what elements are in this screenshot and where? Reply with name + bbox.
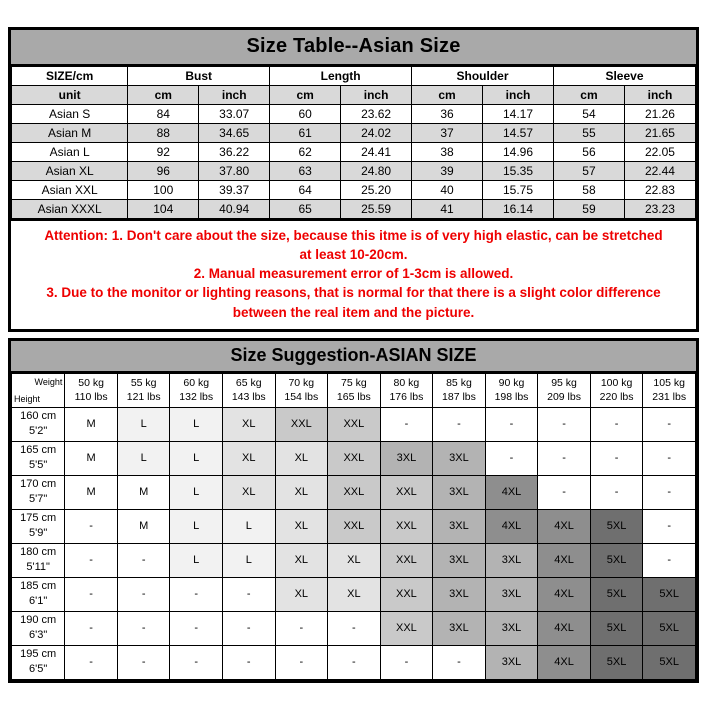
size-table-body <box>12 105 696 219</box>
size-table-row <box>12 200 696 219</box>
size-label-cell: Asian M <box>12 124 128 143</box>
weight-header-cell: 85 kg 187 lbs <box>433 373 486 407</box>
measurement-cell: 61 <box>270 124 341 143</box>
suggested-size-cell: - <box>222 645 275 679</box>
suggested-size-cell: XXL <box>380 509 433 543</box>
suggested-size-cell: - <box>117 645 170 679</box>
measurement-cell: 54 <box>553 105 624 124</box>
measurement-cell: 40.94 <box>199 200 270 219</box>
measurement-cell: 23.62 <box>341 105 412 124</box>
suggested-size-cell: XXL <box>328 407 381 441</box>
size-suggestion-title: Size Suggestion-ASIAN SIZE <box>11 341 696 373</box>
measurement-cell: 59 <box>553 200 624 219</box>
suggested-size-cell: - <box>65 509 118 543</box>
suggestion-row <box>12 509 696 543</box>
suggested-size-cell: 3XL <box>485 611 538 645</box>
measurement-cell: 84 <box>128 105 199 124</box>
suggested-size-cell: 3XL <box>485 577 538 611</box>
suggested-size-cell: 5XL <box>590 543 643 577</box>
suggested-size-cell: XL <box>275 441 328 475</box>
size-table-title: Size Table--Asian Size <box>11 30 696 66</box>
suggested-size-cell: L <box>117 407 170 441</box>
suggested-size-cell: - <box>275 645 328 679</box>
measurement-cell: 22.44 <box>624 162 695 181</box>
suggestion-row <box>12 577 696 611</box>
unit-cell: cm <box>270 86 341 105</box>
unit-cell: inch <box>199 86 270 105</box>
suggested-size-cell: - <box>117 543 170 577</box>
suggested-size-cell: L <box>170 407 223 441</box>
measurement-cell: 55 <box>553 124 624 143</box>
suggested-size-cell: - <box>643 509 696 543</box>
size-table-row <box>12 124 696 143</box>
suggested-size-cell: 4XL <box>485 509 538 543</box>
measurement-cell: 22.05 <box>624 143 695 162</box>
unit-cell: inch <box>624 86 695 105</box>
suggested-size-cell: 4XL <box>538 645 591 679</box>
suggested-size-cell: - <box>117 577 170 611</box>
suggested-size-cell: 4XL <box>485 475 538 509</box>
measurement-cell: 58 <box>553 181 624 200</box>
suggested-size-cell: - <box>65 611 118 645</box>
size-label-cell: Asian XXL <box>12 181 128 200</box>
suggested-size-cell: - <box>275 611 328 645</box>
suggested-size-cell: 3XL <box>433 577 486 611</box>
suggested-size-cell: - <box>590 475 643 509</box>
suggested-size-cell: M <box>65 407 118 441</box>
weight-header-cell: 105 kg 231 lbs <box>643 373 696 407</box>
suggested-size-cell: L <box>222 509 275 543</box>
corner-weight-label: Weight <box>34 376 63 387</box>
suggested-size-cell: - <box>485 407 538 441</box>
measurement-cell: 25.59 <box>341 200 412 219</box>
suggested-size-cell: XXL <box>380 543 433 577</box>
suggestion-table-body <box>12 407 696 679</box>
suggested-size-cell: - <box>65 543 118 577</box>
measurement-cell: 56 <box>553 143 624 162</box>
size-table-unit-row <box>12 86 696 105</box>
weight-header-cell: 55 kg 121 lbs <box>117 373 170 407</box>
height-cell: 175 cm 5'9" <box>12 509 65 543</box>
measurement-cell: 104 <box>128 200 199 219</box>
suggested-size-cell: 4XL <box>538 543 591 577</box>
suggested-size-cell: - <box>538 441 591 475</box>
size-table <box>11 66 696 219</box>
suggested-size-cell: XL <box>328 577 381 611</box>
suggested-size-cell: - <box>643 407 696 441</box>
suggested-size-cell: XXL <box>328 509 381 543</box>
suggested-size-cell: 5XL <box>590 509 643 543</box>
measurement-cell: 24.41 <box>341 143 412 162</box>
measurement-cell: 14.96 <box>483 143 554 162</box>
suggestion-row <box>12 407 696 441</box>
size-table-block <box>8 27 699 332</box>
measurement-cell: 65 <box>270 200 341 219</box>
size-table-row <box>12 143 696 162</box>
attention-note <box>11 219 696 329</box>
attention-line: between the real item and the picture. <box>232 304 475 320</box>
size-table-row <box>12 105 696 124</box>
suggested-size-cell: - <box>380 645 433 679</box>
measurement-cell: 38 <box>412 143 483 162</box>
size-table-group-header-row <box>12 67 696 86</box>
suggested-size-cell: - <box>170 611 223 645</box>
suggested-size-cell: - <box>643 475 696 509</box>
measurement-cell: 60 <box>270 105 341 124</box>
suggested-size-cell: - <box>222 611 275 645</box>
suggested-size-cell: - <box>643 543 696 577</box>
suggested-size-cell: XL <box>275 577 328 611</box>
suggestion-row <box>12 441 696 475</box>
suggested-size-cell: XXL <box>380 611 433 645</box>
attention-line: 3. Due to the monitor or lighting reasons, that is normal for that there is a slight color difference <box>46 285 661 301</box>
suggested-size-cell: - <box>590 407 643 441</box>
suggested-size-cell: 5XL <box>643 577 696 611</box>
suggestion-row <box>12 611 696 645</box>
measurement-cell: 40 <box>412 181 483 200</box>
measurement-cell: 15.35 <box>483 162 554 181</box>
suggested-size-cell: - <box>65 577 118 611</box>
measurement-cell: 100 <box>128 181 199 200</box>
attention-line: at least 10-20cm. <box>299 247 408 263</box>
measurement-cell: 14.17 <box>483 105 554 124</box>
measurement-cell: 21.65 <box>624 124 695 143</box>
unit-cell: cm <box>128 86 199 105</box>
weight-height-corner-cell <box>12 373 65 407</box>
suggested-size-cell: 4XL <box>538 611 591 645</box>
suggested-size-cell: - <box>328 645 381 679</box>
suggested-size-cell: 3XL <box>433 509 486 543</box>
suggested-size-cell: 5XL <box>590 611 643 645</box>
corner-height-label: Height <box>14 393 41 404</box>
unit-cell: inch <box>341 86 412 105</box>
suggested-size-cell: - <box>65 645 118 679</box>
size-table-row <box>12 181 696 200</box>
suggested-size-cell: XXL <box>380 577 433 611</box>
suggested-size-cell: - <box>485 441 538 475</box>
suggested-size-cell: M <box>117 509 170 543</box>
suggested-size-cell: L <box>117 441 170 475</box>
suggested-size-cell: L <box>170 441 223 475</box>
suggested-size-cell: 3XL <box>433 441 486 475</box>
measurement-cell: 62 <box>270 143 341 162</box>
group-header-length: Length <box>270 67 412 86</box>
measurement-cell: 92 <box>128 143 199 162</box>
suggested-size-cell: XXL <box>380 475 433 509</box>
size-suggestion-block <box>8 338 699 683</box>
measurement-cell: 88 <box>128 124 199 143</box>
suggested-size-cell: XL <box>222 475 275 509</box>
suggested-size-cell: XL <box>222 407 275 441</box>
suggested-size-cell: XXL <box>328 441 381 475</box>
suggested-size-cell: XXL <box>275 407 328 441</box>
measurement-cell: 64 <box>270 181 341 200</box>
unit-cell: cm <box>553 86 624 105</box>
measurement-cell: 96 <box>128 162 199 181</box>
measurement-cell: 39 <box>412 162 483 181</box>
weight-header-cell: 80 kg 176 lbs <box>380 373 433 407</box>
size-label-cell: Asian XXXL <box>12 200 128 219</box>
group-header-bust: Bust <box>128 67 270 86</box>
suggested-size-cell: 3XL <box>433 543 486 577</box>
suggested-size-cell: XL <box>328 543 381 577</box>
measurement-cell: 16.14 <box>483 200 554 219</box>
suggested-size-cell: XL <box>275 475 328 509</box>
suggested-size-cell: M <box>65 475 118 509</box>
suggested-size-cell: - <box>380 407 433 441</box>
measurement-cell: 14.57 <box>483 124 554 143</box>
measurement-cell: 33.07 <box>199 105 270 124</box>
suggested-size-cell: 5XL <box>590 577 643 611</box>
measurement-cell: 36.22 <box>199 143 270 162</box>
suggested-size-cell: 3XL <box>433 475 486 509</box>
suggested-size-cell: 3XL <box>485 543 538 577</box>
height-cell: 195 cm 6'5" <box>12 645 65 679</box>
suggested-size-cell: 3XL <box>433 611 486 645</box>
suggested-size-cell: XL <box>222 441 275 475</box>
suggested-size-cell: - <box>433 645 486 679</box>
measurement-cell: 15.75 <box>483 181 554 200</box>
size-table-corner-label: SIZE/cm <box>12 67 128 86</box>
weight-header-cell: 60 kg 132 lbs <box>170 373 223 407</box>
suggested-size-cell: 4XL <box>538 509 591 543</box>
suggested-size-cell: 4XL <box>538 577 591 611</box>
height-cell: 185 cm 6'1" <box>12 577 65 611</box>
suggested-size-cell: L <box>170 475 223 509</box>
measurement-cell: 25.20 <box>341 181 412 200</box>
measurement-cell: 21.26 <box>624 105 695 124</box>
suggestion-header-row <box>12 373 696 407</box>
suggested-size-cell: 5XL <box>643 645 696 679</box>
weight-header-cell: 70 kg 154 lbs <box>275 373 328 407</box>
group-header-sleeve: Sleeve <box>553 67 695 86</box>
attention-line: 2. Manual measurement error of 1-3cm is allowed. <box>193 266 514 282</box>
size-label-cell: Asian L <box>12 143 128 162</box>
measurement-cell: 34.65 <box>199 124 270 143</box>
unit-cell: inch <box>483 86 554 105</box>
weight-header-cell: 65 kg 143 lbs <box>222 373 275 407</box>
suggested-size-cell: 3XL <box>380 441 433 475</box>
measurement-cell: 24.80 <box>341 162 412 181</box>
suggestion-row <box>12 543 696 577</box>
measurement-cell: 41 <box>412 200 483 219</box>
suggested-size-cell: L <box>170 543 223 577</box>
weight-header-cell: 75 kg 165 lbs <box>328 373 381 407</box>
measurement-cell: 36 <box>412 105 483 124</box>
height-cell: 170 cm 5'7" <box>12 475 65 509</box>
measurement-cell: 39.37 <box>199 181 270 200</box>
size-table-row <box>12 162 696 181</box>
suggested-size-cell: - <box>538 475 591 509</box>
suggestion-row <box>12 645 696 679</box>
weight-header-cell: 95 kg 209 lbs <box>538 373 591 407</box>
suggested-size-cell: L <box>222 543 275 577</box>
suggested-size-cell: M <box>117 475 170 509</box>
suggested-size-cell: XL <box>275 509 328 543</box>
weight-header-cell: 90 kg 198 lbs <box>485 373 538 407</box>
height-cell: 180 cm 5'11" <box>12 543 65 577</box>
suggested-size-cell: - <box>538 407 591 441</box>
suggested-size-cell: - <box>170 645 223 679</box>
height-cell: 190 cm 6'3" <box>12 611 65 645</box>
measurement-cell: 37.80 <box>199 162 270 181</box>
suggested-size-cell: - <box>433 407 486 441</box>
suggested-size-cell: XL <box>275 543 328 577</box>
height-cell: 165 cm 5'5" <box>12 441 65 475</box>
height-cell: 160 cm 5'2" <box>12 407 65 441</box>
suggested-size-cell: - <box>328 611 381 645</box>
suggested-size-cell: XXL <box>328 475 381 509</box>
size-suggestion-table <box>11 373 696 680</box>
suggested-size-cell: - <box>117 611 170 645</box>
suggested-size-cell: - <box>590 441 643 475</box>
suggested-size-cell: 5XL <box>643 611 696 645</box>
weight-header-cell: 100 kg 220 lbs <box>590 373 643 407</box>
attention-line: Attention: 1. Don't care about the size, because this itme is of very high elastic, can be stretched <box>44 228 663 243</box>
group-header-shoulder: Shoulder <box>412 67 554 86</box>
unit-label: unit <box>12 86 128 105</box>
size-label-cell: Asian S <box>12 105 128 124</box>
measurement-cell: 57 <box>553 162 624 181</box>
suggested-size-cell: 3XL <box>485 645 538 679</box>
suggested-size-cell: L <box>170 509 223 543</box>
suggested-size-cell: - <box>170 577 223 611</box>
measurement-cell: 37 <box>412 124 483 143</box>
measurement-cell: 63 <box>270 162 341 181</box>
measurement-cell: 22.83 <box>624 181 695 200</box>
unit-cell: cm <box>412 86 483 105</box>
suggested-size-cell: M <box>65 441 118 475</box>
suggestion-row <box>12 475 696 509</box>
suggested-size-cell: 5XL <box>590 645 643 679</box>
measurement-cell: 23.23 <box>624 200 695 219</box>
size-label-cell: Asian XL <box>12 162 128 181</box>
weight-header-cell: 50 kg 110 lbs <box>65 373 118 407</box>
suggested-size-cell: - <box>222 577 275 611</box>
measurement-cell: 24.02 <box>341 124 412 143</box>
suggested-size-cell: - <box>643 441 696 475</box>
